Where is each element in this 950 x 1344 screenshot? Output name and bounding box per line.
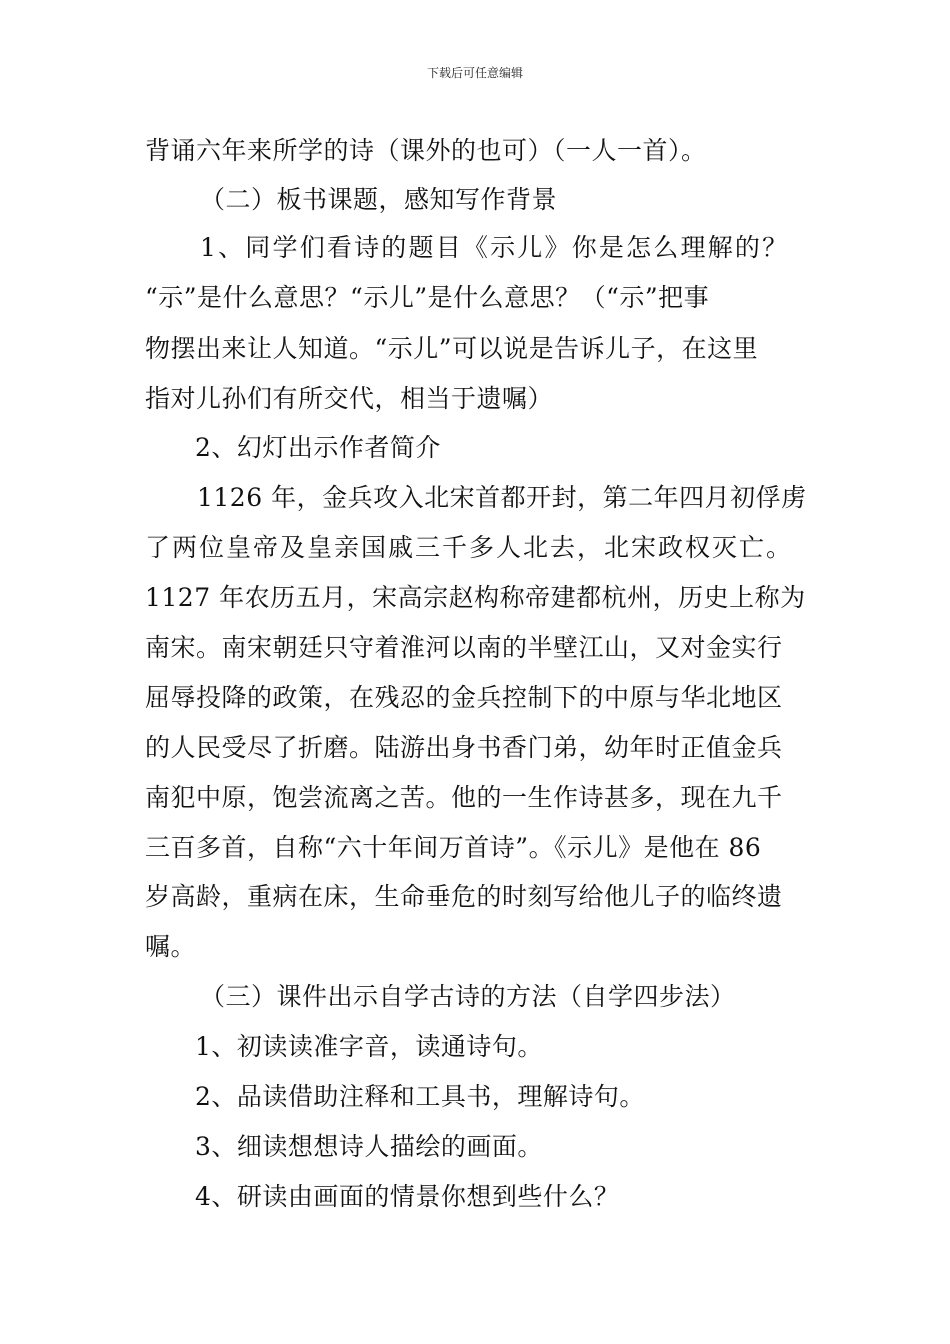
text-line: 嘱。 [145,932,197,961]
section-heading: （三）课件出示自学古诗的方法（自学四步法） [200,982,736,1011]
text-line: 1、初读读准字音，读通诗句。 [195,1032,543,1061]
text-line: 1127 年农历五月，宋高宗赵构称帝建都杭州，历史上称为 [145,583,806,612]
text-line: 3、细读想想诗人描绘的画面。 [195,1132,543,1161]
text-line: 物摆出来让人知道。“示儿”可以说是告诉儿子，在这里 [145,334,759,363]
text-line: 2、品读借助注释和工具书，理解诗句。 [195,1082,645,1111]
text-line: 南宋。南宋朝廷只守着淮河以南的半壁江山，又对金实行 [145,633,783,662]
text-line: 指对儿孙们有所交代，相当于遗嘱） [145,384,554,413]
text-line: 2、幻灯出示作者简介 [195,433,441,462]
section-heading: （二）板书课题，感知写作背景 [200,185,558,214]
text-line: 背诵六年来所学的诗（课外的也可）（一人一首）。 [145,136,707,165]
page-header: 下载后可任意编辑 [426,66,523,80]
text-line: 南犯中原，饱尝流离之苦。他的一生作诗甚多，现在九千 [145,783,783,812]
text-line: 1、同学们看诗的题目《示儿》你是怎么理解的？ [200,233,790,262]
text-line: 屈辱投降的政策，在残忍的金兵控制下的中原与华北地区 [145,683,783,712]
text-line: 的人民受尽了折磨。陆游出身书香门弟，幼年时正值金兵 [145,733,783,762]
text-line: 4、研读由画面的情景你想到些什么？ [195,1182,620,1211]
text-line: 了两位皇帝及皇亲国戚三千多人北去，北宋政权灭亡。 [145,533,794,562]
text-line: “示”是什么意思？“示儿”是什么意思？（“示”把事 [145,283,710,312]
text-line: 三百多首，自称“六十年间万首诗”。《示儿》是他在 86 [145,833,762,862]
text-line: 岁高龄，重病在床，生命垂危的时刻写给他儿子的临终遗 [145,882,783,911]
text-line: 1126 年，金兵攻入北宋首都开封，第二年四月初俘虏 [197,483,807,512]
